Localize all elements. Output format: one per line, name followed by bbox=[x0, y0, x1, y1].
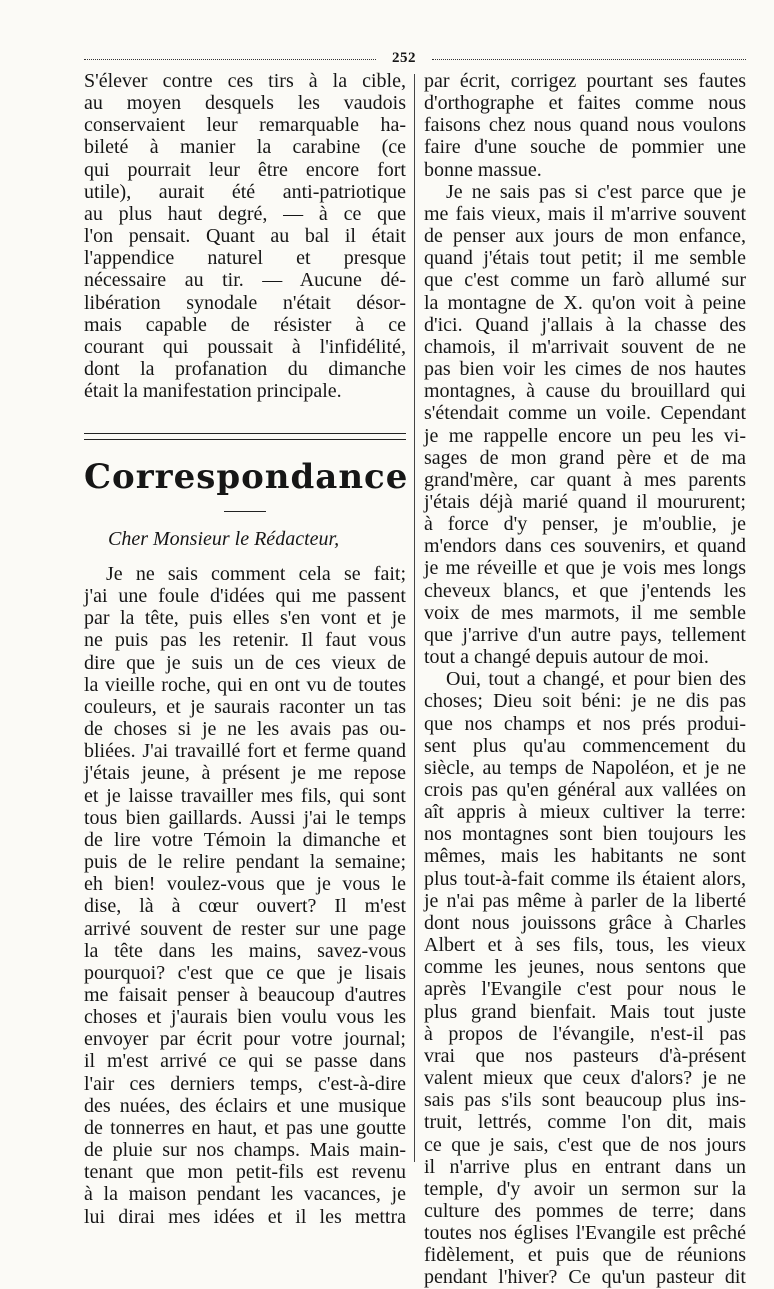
text-line: sent plus qu'au commencement du bbox=[424, 734, 746, 757]
text-line: me fais vieux, mais il m'arrive souvent bbox=[424, 202, 746, 225]
section-title: Correspondance bbox=[84, 457, 409, 497]
text-line: des nuées, des éclairs et une musique bbox=[84, 1094, 406, 1117]
text-line: d'orthographe et faites comme nous bbox=[424, 92, 746, 115]
column-divider bbox=[414, 74, 415, 1162]
text-line: que j'arrive d'un autre pays, tellement bbox=[424, 623, 746, 646]
text-line: de lire votre Témoin la dimanche et bbox=[84, 828, 406, 851]
text-line: au plus haut degré, — à ce que bbox=[84, 202, 406, 225]
letter-salutation: Cher Monsieur le Rédacteur, bbox=[108, 528, 340, 550]
text-line: sages de mon grand père et de ma bbox=[424, 446, 746, 469]
text-line: faire d'une souche de pommier une bbox=[424, 136, 746, 159]
text-line: fidèlement, et puis que de réunions bbox=[424, 1244, 746, 1267]
text-line: au moyen desquels les vaudois bbox=[84, 92, 406, 115]
text-line: faisons chez nous quand nous voulons bbox=[424, 114, 746, 137]
text-line: envoyer par écrit pour votre journal; bbox=[84, 1028, 406, 1051]
text-line: bonne massue. bbox=[424, 158, 542, 181]
text-line: dire que je suis un de ces vieux de bbox=[84, 651, 406, 674]
header-rule-left bbox=[84, 59, 376, 60]
text-line: choses; Dieu soit béni: je ne dis pas bbox=[424, 690, 746, 713]
text-line: tenant que mon petit-fils est revenu bbox=[84, 1161, 406, 1184]
text-line: après l'Evangile c'est pour nous le bbox=[424, 978, 746, 1001]
text-line: Je ne sais pas si c'est parce que je bbox=[446, 180, 746, 203]
text-line: bileté à manier la carabine (ce bbox=[84, 136, 406, 159]
text-line: toutes nos églises l'Evangile est prêché bbox=[424, 1222, 746, 1245]
left-column-article-end bbox=[84, 70, 406, 402]
text-line: nécessaire au tir. — Aucune dé- bbox=[84, 269, 406, 292]
text-line: de penser aux jours de mon enfance, bbox=[424, 225, 746, 248]
text-line: pas bien voir les cimes de nos hautes bbox=[424, 358, 746, 381]
text-line: Je ne sais comment cela se fait; bbox=[106, 563, 406, 585]
text-line: Oui, tout a changé, et pour bien des bbox=[446, 668, 746, 691]
text-line: l'on pensait. Quant au bal il était bbox=[84, 225, 406, 248]
text-line: je me rappelle encore un peu les vi- bbox=[424, 424, 746, 447]
text-line: temple, d'y avoir un sermon sur la bbox=[424, 1177, 746, 1200]
text-line: cheveux blancs, et que j'entends les bbox=[424, 579, 746, 602]
text-line: nos montagnes sont bien toujours les bbox=[424, 823, 746, 846]
text-line: vrai que nos pasteurs d'à-présent bbox=[424, 1044, 746, 1067]
text-line: sais pas s'ils sont beaucoup plus ins- bbox=[424, 1089, 746, 1112]
text-line: de choses si je ne les avais pas ou- bbox=[84, 718, 406, 741]
text-line: il m'est arrivé ce qui se passe dans bbox=[84, 1050, 406, 1073]
text-line: montagnes, à cause du brouillard qui bbox=[424, 380, 746, 403]
text-line: j'étais jeune, à présent je me repose bbox=[84, 762, 406, 785]
page-number: 252 bbox=[392, 50, 416, 66]
text-line: pourquoi? c'est que ce que je lisais bbox=[84, 961, 406, 984]
text-line: il n'arrive plus en entrant dans un bbox=[424, 1155, 746, 1178]
text-line: mêmes, mais les habitants ne sont bbox=[424, 845, 746, 868]
text-line: Albert et à ses fils, tous, les vieux bbox=[424, 934, 746, 957]
text-line: dont nous jouissons grâce à Charles bbox=[424, 911, 746, 934]
text-line: ne puis pas les retenir. Il faut vous bbox=[84, 629, 406, 652]
text-line: lui dirai mes idées et il les mettra bbox=[84, 1205, 406, 1228]
text-line: culture des pommes de terre; dans bbox=[424, 1199, 746, 1222]
text-line: libération synodale n'était désor- bbox=[84, 291, 406, 314]
text-line: je me réveille et que je vois mes longs bbox=[424, 557, 746, 580]
text-line: s'étendait comme un voile. Cependant bbox=[424, 402, 746, 425]
header-rule-right bbox=[432, 59, 746, 60]
text-line: et je laisse travailler mes fils, qui sont bbox=[84, 784, 406, 807]
text-line: quand j'étais tout petit; il me semble bbox=[424, 247, 746, 270]
title-dash bbox=[224, 511, 266, 512]
text-line: puis de le relire pendant la semaine; bbox=[84, 851, 406, 874]
text-line: crois pas qu'en général aux vallées on bbox=[424, 779, 746, 801]
text-line: j'étais déjà marié quand il moururent; bbox=[424, 490, 746, 513]
text-line: que nos champs et nos prés produi- bbox=[424, 712, 746, 735]
text-line: siècle, au temps de Napoléon, et je ne bbox=[424, 756, 746, 779]
text-line: courant qui poussait à l'infidélité, bbox=[84, 335, 406, 358]
text-line: truit, lettrés, comme l'on dit, mais bbox=[424, 1111, 746, 1134]
text-line: qui pourrait leur être encore fort bbox=[84, 158, 406, 181]
text-line: choses et j'aurais bien voulu vous les bbox=[84, 1006, 406, 1029]
text-line: S'élever contre ces tirs à la cible, bbox=[84, 70, 406, 92]
text-line: était la manifestation principale. bbox=[84, 380, 342, 403]
text-line: valent mieux que ceux d'alors? je ne bbox=[424, 1067, 746, 1090]
text-line: par la tête, puis elles s'en vont et je bbox=[84, 607, 406, 630]
text-line: j'ai une foule d'idées qui me passent bbox=[84, 585, 406, 608]
text-line: aît appris à mieux cultiver la terre: bbox=[424, 801, 746, 824]
page-header bbox=[84, 50, 746, 68]
text-line: à force d'y penser, je m'oublie, je bbox=[424, 513, 746, 536]
letter-body bbox=[84, 563, 406, 1228]
text-line: la vieille roche, qui en ont vu de toutes bbox=[84, 673, 406, 696]
text-line: mais capable de résister à ce bbox=[84, 313, 406, 336]
text-line: de pluie sur nos champs. Mais main- bbox=[84, 1139, 406, 1162]
text-line: conservaient leur remarquable ha- bbox=[84, 114, 406, 137]
text-line: me faisait penser à beaucoup d'autres bbox=[84, 983, 406, 1006]
text-line: par écrit, corrigez pourtant ses fautes bbox=[424, 70, 746, 92]
text-line: d'ici. Quand j'allais à la chasse des bbox=[424, 313, 746, 336]
text-line: que c'est comme un farò allumé sur bbox=[424, 269, 746, 292]
text-line: dise, là à cœur ouvert? Il m'est bbox=[84, 895, 406, 918]
text-line: pendant l'hiver? Ce qu'un pasteur dit bbox=[424, 1266, 746, 1289]
text-line: dont la profanation du dimanche bbox=[84, 358, 406, 381]
text-line: je n'ai pas même à parler de la liberté bbox=[424, 889, 746, 912]
text-line: à la maison pendant les vacances, je bbox=[84, 1183, 406, 1206]
text-line: chamois, il m'arrivait souvent de ne bbox=[424, 335, 746, 358]
text-line: comme les jeunes, nous sentons que bbox=[424, 956, 746, 979]
text-line: bliées. J'ai travaillé fort et ferme quand bbox=[84, 740, 406, 763]
text-line: l'appendice naturel et presque bbox=[84, 247, 406, 270]
text-line: arrivé souvent de rester sur une page bbox=[84, 917, 406, 940]
text-line: m'endors dans ces souvenirs, et quand bbox=[424, 535, 746, 558]
text-line: grand'mère, car quant à mes parents bbox=[424, 468, 746, 491]
text-line: tout a changé depuis autour de moi. bbox=[424, 646, 709, 669]
text-line: plus grand bienfait. Mais tout juste bbox=[424, 1000, 746, 1023]
text-line: voix de mes marmots, il me semble bbox=[424, 601, 746, 624]
text-line: l'air ces derniers temps, c'est-à-dire bbox=[84, 1072, 406, 1095]
section-separator bbox=[84, 433, 406, 440]
text-line: à propos de l'évangile, n'est-il pas bbox=[424, 1022, 746, 1045]
text-line: la montagne de X. qu'on voit à peine bbox=[424, 291, 746, 314]
text-line: utile), aurait été anti-patriotique bbox=[84, 180, 406, 203]
right-column-letter-continued bbox=[424, 70, 746, 1289]
text-line: de tonnerres en haut, et pas une goutte bbox=[84, 1116, 406, 1139]
text-line: la tête dans les mains, savez-vous bbox=[84, 939, 406, 962]
text-line: eh bien! voulez-vous que je vous le bbox=[84, 873, 406, 896]
text-line: couleurs, et je saurais raconter un tas bbox=[84, 695, 406, 718]
text-line: ce que je sais, c'est que de nos jours bbox=[424, 1133, 746, 1156]
text-line: tous bien gaillards. Aussi j'ai le temps bbox=[84, 806, 406, 829]
text-line: plus tout-à-fait comme ils étaient alors, bbox=[424, 867, 746, 890]
